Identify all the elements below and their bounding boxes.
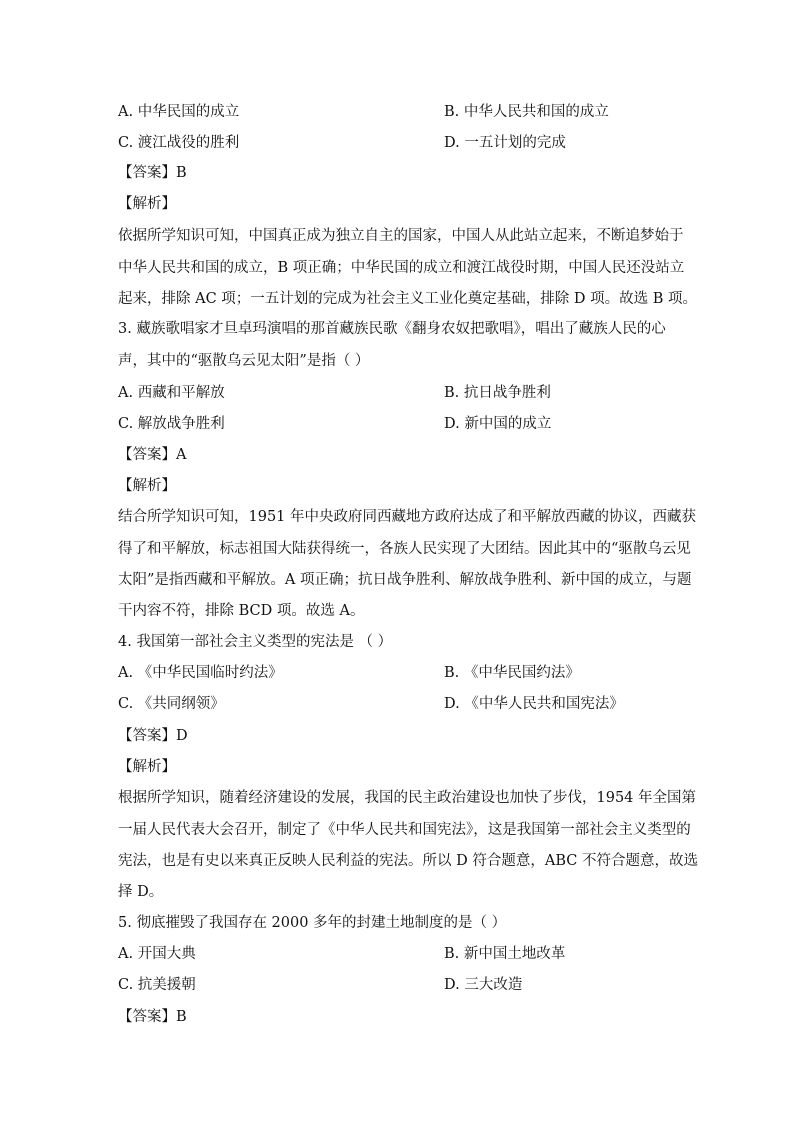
q2-analysis-label: 【解析】	[118, 196, 176, 212]
q4-option-d: D. 《中华人民共和国宪法》	[444, 696, 624, 712]
q4-analysis-line: 择 D。	[118, 884, 164, 900]
q2-option-b: B. 中华人民共和国的成立	[444, 104, 609, 120]
q2-option-a: A. 中华民国的成立	[118, 104, 240, 120]
q2-option-d: D. 一五计划的完成	[444, 135, 566, 151]
q4-answer: 【答案】D	[118, 728, 188, 744]
q3-stem-line: 声，其中的“驱散乌云见太阳”是指（ ）	[118, 353, 370, 369]
q4-analysis-label: 【解析】	[118, 759, 176, 775]
q5-option-a: A. 开国大典	[118, 946, 196, 962]
q3-analysis-line: 结合所学知识可知，1951 年中央政府同西藏地方政府达成了和平解放西藏的协议，西藏获	[118, 509, 697, 525]
q2-option-c: C. 渡江战役的胜利	[118, 135, 240, 151]
q3-option-a: A. 西藏和平解放	[118, 385, 225, 401]
q3-option-b: B. 抗日战争胜利	[444, 385, 551, 401]
q3-stem-line: 3. 藏族歌唱家才旦卓玛演唱的那首藏族民歌《翻身农奴把歌唱》，唱出了藏族人民的心	[118, 321, 666, 337]
q5-stem: 5. 彻底摧毁了我国存在 2000 多年的封建土地制度的是（ ）	[118, 915, 507, 931]
q5-option-d: D. 三大改造	[444, 977, 523, 993]
q3-analysis-line: 得了和平解放，标志祖国大陆获得统一，各族人民实现了大团结。因此其中的“驱散乌云见	[118, 541, 691, 557]
q5-option-b: B. 新中国土地改革	[444, 946, 566, 962]
q3-analysis-label: 【解析】	[118, 478, 176, 494]
q2-analysis-line: 起来，排除 AC 项；一五计划的完成为社会主义工业化奠定基础，排除 D 项。故选 B 项。	[118, 291, 697, 307]
q4-option-a: A. 《中华民国临时约法》	[118, 665, 283, 681]
q4-stem: 4. 我国第一部社会主义类型的宪法是 （ ）	[118, 634, 393, 650]
q3-analysis-line: 干内容不符，排除 BCD 项。故选 A。	[118, 603, 365, 619]
q4-analysis-line: 宪法，也是有史以来真正反映人民利益的宪法。所以 D 符合题意，ABC 不符合题意，故选	[118, 853, 698, 869]
q2-answer: 【答案】B	[118, 165, 187, 181]
q4-option-c: C. 《共同纲领》	[118, 696, 225, 712]
q5-answer: 【答案】B	[118, 1009, 187, 1025]
q4-option-b: B. 《中华民国约法》	[444, 665, 580, 681]
q4-analysis-line: 根据所学知识，随着经济建设的发展，我国的民主政治建设也加快了步伐，1954 年全国第	[118, 790, 697, 806]
q3-option-c: C. 解放战争胜利	[118, 416, 225, 432]
q2-analysis-line: 依据所学知识可知，中国真正成为独立自主的国家，中国人从此站立起来，不断追梦始于	[118, 228, 684, 244]
q3-answer: 【答案】A	[118, 447, 187, 463]
q4-analysis-line: 一届人民代表大会召开，制定了《中华人民共和国宪法》，这是我国第一部社会主义类型的	[118, 822, 691, 838]
q3-option-d: D. 新中国的成立	[444, 416, 552, 432]
q3-analysis-line: 太阳”是指西藏和平解放。A 项正确；抗日战争胜利、解放战争胜利、新中国的成立，与题	[118, 572, 692, 588]
q5-option-c: C. 抗美援朝	[118, 977, 196, 993]
q2-analysis-line: 中华人民共和国的成立，B 项正确；中华民国的成立和渡江战役时期，中国人民还没站立	[118, 260, 685, 276]
